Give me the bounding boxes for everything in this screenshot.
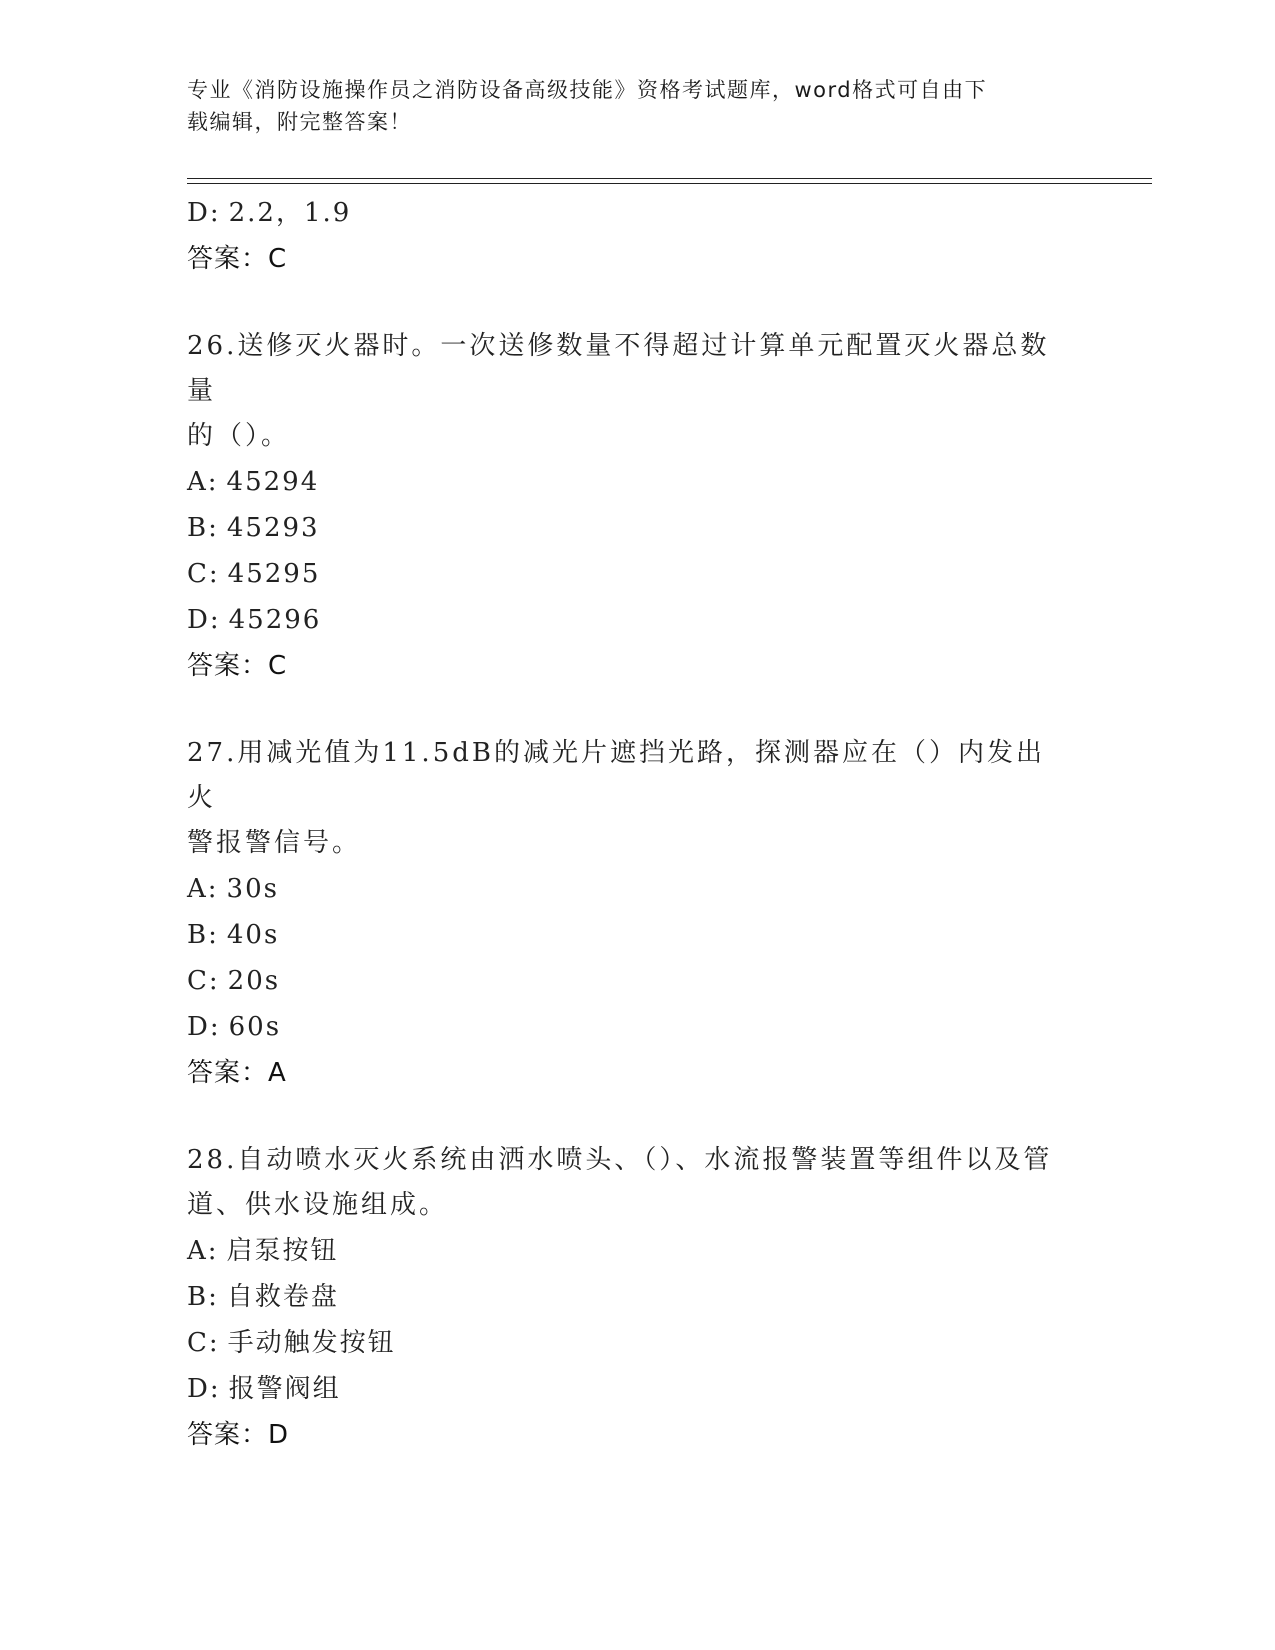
option-d [187, 190, 1087, 236]
option-label: A: [187, 874, 219, 904]
option-label: B: [187, 1282, 219, 1312]
question-text-line-1: 27.用减光值为11.5dB的减光片遮挡光路，探测器应在（）内发出火 [187, 738, 1045, 813]
option-c [187, 551, 1087, 597]
option-label: C: [187, 966, 220, 996]
option-d [187, 1004, 1087, 1050]
option-d [187, 597, 1087, 643]
option-value: 40s [226, 920, 280, 950]
option-b [187, 1274, 1087, 1320]
option-value: 启泵按钮 [226, 1236, 339, 1266]
answer-line: 答案：A [187, 1058, 287, 1088]
question-26 [187, 324, 1087, 689]
question-text-line-1: 28.自动喷水灭火系统由洒水喷头、（）、水流报警装置等组件以及管 [187, 1145, 1053, 1175]
option-value: 手动触发按钮 [227, 1328, 396, 1358]
option-d [187, 1366, 1087, 1412]
answer-line: 答案：C [187, 244, 288, 274]
header-divider-bottom [187, 183, 1152, 184]
option-value: 报警阀组 [228, 1374, 341, 1404]
option-label: C: [187, 1328, 220, 1358]
document-header [187, 74, 1067, 138]
option-value: 2.2，1.9 [228, 198, 352, 228]
option-value: 60s [228, 1012, 282, 1042]
option-label: A: [187, 1236, 219, 1266]
option-a [187, 866, 1087, 912]
option-value: 45293 [226, 513, 320, 543]
header-line-1: 专业《消防设施操作员之消防设备高级技能》资格考试题库，word格式可自由下 [187, 78, 988, 102]
option-a [187, 1228, 1087, 1274]
option-label: D: [187, 605, 221, 635]
question-28 [187, 1138, 1087, 1458]
option-label: D: [187, 1374, 221, 1404]
option-c [187, 958, 1087, 1004]
option-b [187, 505, 1087, 551]
option-c [187, 1320, 1087, 1366]
answer-line: 答案：C [187, 651, 288, 681]
question-text-line-2: 警报警信号。 [187, 828, 362, 858]
option-label: D: [187, 1012, 221, 1042]
option-label: B: [187, 920, 219, 950]
option-value: 20s [227, 966, 281, 996]
option-label: B: [187, 513, 219, 543]
question-list [187, 190, 1087, 1458]
option-value: 45296 [228, 605, 322, 635]
option-value: 45294 [226, 467, 320, 497]
option-label: C: [187, 559, 220, 589]
question-text-line-2: 的（）。 [187, 421, 291, 451]
question-text-line-1: 26.送修灭火器时。一次送修数量不得超过计算单元配置灭火器总数量 [187, 331, 1050, 406]
option-label: A: [187, 467, 219, 497]
question-27 [187, 731, 1087, 1096]
option-value: 30s [226, 874, 279, 904]
answer-line: 答案：D [187, 1420, 290, 1450]
question-text-line-2: 道、供水设施组成。 [187, 1190, 449, 1220]
option-value: 自救卷盘 [226, 1282, 339, 1312]
option-b [187, 912, 1087, 958]
option-a [187, 459, 1087, 505]
header-line-2: 载编辑，附完整答案！ [187, 110, 412, 134]
option-value: 45295 [227, 559, 321, 589]
option-label: D: [187, 198, 221, 228]
header-divider-top [187, 178, 1152, 179]
